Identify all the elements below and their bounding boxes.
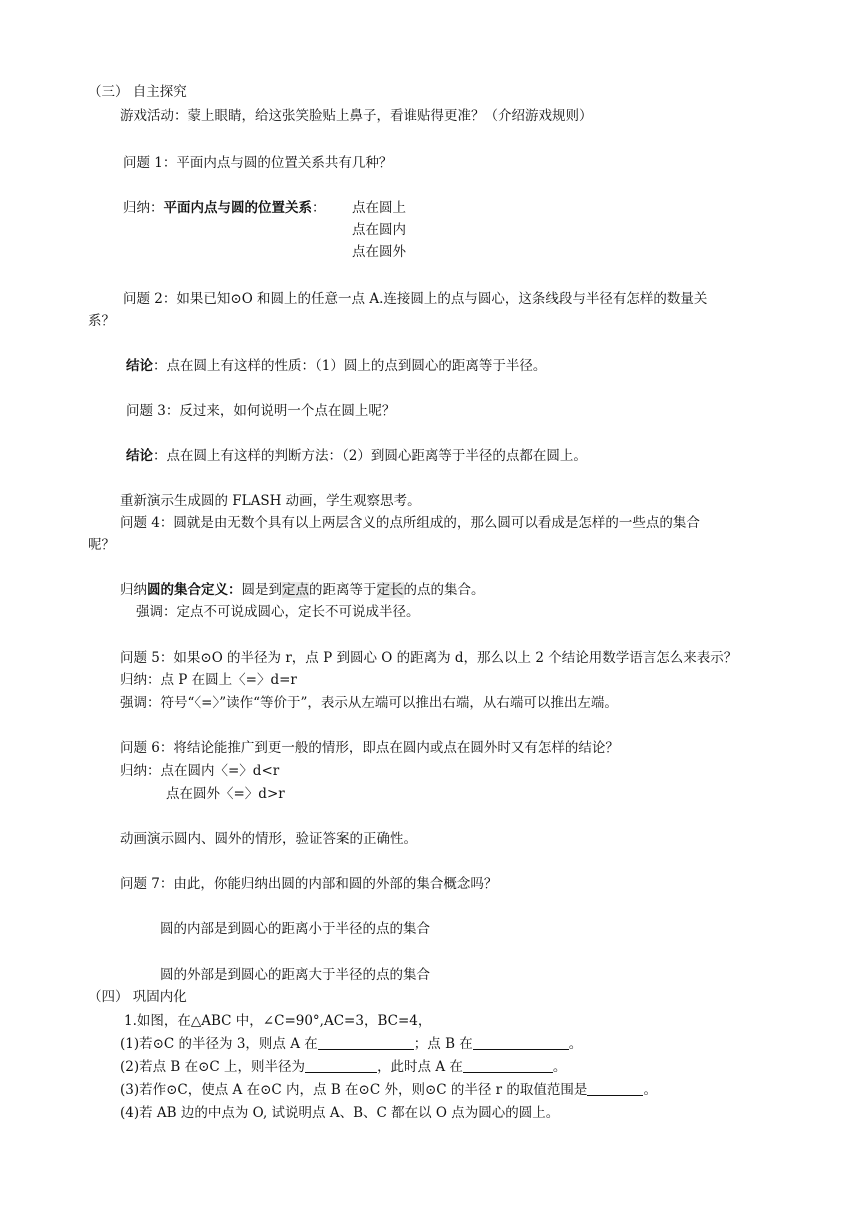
flash-demo: 重新演示生成圆的 FLASH 动画，学生观察思考。 — [120, 493, 421, 509]
question-7: 问题 7：由此，你能归纳出圆的内部和圆的外部的集合概念吗？ — [120, 876, 498, 892]
section4-heading: （四） 巩固内化 — [88, 989, 187, 1005]
summary-6-outside: 点在圆外〈=〉d>r — [166, 786, 285, 802]
conclusion-2-label: 结论 — [126, 448, 153, 464]
exercise-2-text: ，此时点 A 在 — [377, 1059, 463, 1075]
question-1: 问题 1：平面内点与圆的位置关系共有几种？ — [123, 155, 393, 171]
outer-definition: 圆的外部是到圆心的距离大于半径的点的集合 — [160, 967, 430, 983]
circle-set-definition — [120, 580, 485, 600]
summary-1-colon: ： — [312, 200, 326, 216]
question-6: 问题 6：将结论能推广到更一般的情形，即点在圆内或点在圆外时又有怎样的结论？ — [120, 740, 619, 756]
highlight-fixed-point: 定点 — [282, 582, 309, 598]
exercise-2 — [120, 1057, 566, 1077]
game-activity: 游戏活动：蒙上眼睛，给这张笑脸贴上鼻子，看谁贴得更准？（介绍游戏规则） — [120, 108, 593, 124]
inner-definition: 圆的内部是到圆心的距离小于半径的点的集合 — [160, 921, 430, 937]
question-4-line2: 呢？ — [88, 537, 115, 553]
summary-5: 归纳：点 P 在圆上〈=〉d=r — [120, 672, 297, 688]
exercise-2-text: 。 — [552, 1059, 567, 1075]
exercise-1-text: 。 — [568, 1036, 583, 1052]
emphasis-1: 强调：定点不可说成圆心，定长不可说成半径。 — [136, 604, 420, 620]
exercise-1 — [120, 1034, 582, 1054]
summary-1-prefix: 归纳： — [123, 200, 164, 216]
summary-1 — [123, 198, 326, 218]
answer-blank[interactable] — [473, 1035, 569, 1050]
exercise-3 — [120, 1080, 657, 1100]
exercise-intro: 1.如图，在△ABC 中，∠C=90°,AC=3，BC=4， — [124, 1013, 432, 1029]
conclusion-2-text: ：点在圆上有这样的判断方法：（2）到圆心距离等于半径的点都在圆上。 — [153, 448, 587, 464]
section3-heading: （三） 自主探究 — [88, 84, 187, 100]
conclusion-1-text: ：点在圆上有这样的性质：（1）圆上的点到圆心的距离等于半径。 — [153, 358, 547, 374]
conclusion-1 — [126, 356, 546, 376]
answer-blank[interactable] — [587, 1081, 643, 1096]
summary-1-title: 平面内点与圆的位置关系 — [163, 200, 312, 216]
definition-text: 的距离等于 — [309, 582, 377, 598]
exercise-1-text: (1)若⊙C 的半径为 3，则点 A 在 — [120, 1036, 318, 1052]
exercise-1-text: ；点 B 在 — [413, 1036, 473, 1052]
conclusion-1-label: 结论 — [126, 358, 153, 374]
question-4-line1: 问题 4：圆就是由无数个具有以上两层含义的点所组成的，那么圆可以看成是怎样的一些点的集合 — [120, 515, 700, 531]
definition-text: 的点的集合。 — [403, 582, 485, 598]
answer-blank[interactable] — [305, 1058, 377, 1073]
definition-prefix: 归纳 — [120, 582, 147, 598]
definition-text: 圆是到 — [241, 582, 282, 598]
question-2-line1: 问题 2：如果已知⊙O 和圆上的任意一点 A.连接圆上的点与圆心，这条线段与半径有怎样的数量关 — [123, 291, 708, 307]
summary-6-inside: 归纳：点在圆内〈=〉d<r — [120, 763, 280, 779]
answer-blank[interactable] — [463, 1058, 553, 1073]
question-2-line2: 系？ — [88, 313, 115, 329]
relation-item: 点在圆上 — [352, 200, 406, 216]
animation-demo: 动画演示圆内、圆外的情形，验证答案的正确性。 — [120, 831, 417, 847]
question-3: 问题 3：反过来，如何说明一个点在圆上呢？ — [126, 403, 396, 419]
question-5: 问题 5：如果⊙O 的半径为 r，点 P 到圆心 O 的距离为 d，那么以上 2 个结论用数学语言怎么来表示？ — [120, 650, 738, 666]
exercise-4: (4)若 AB 边的中点为 O, 试说明点 A、B、C 都在以 O 点为圆心的圆上。 — [120, 1105, 560, 1121]
exercise-3-text: (3)若作⊙C，使点 A 在⊙C 内，点 B 在⊙C 外，则⊙C 的半径 r 的取值范围是 — [120, 1082, 588, 1098]
definition-title: 圆的集合定义： — [147, 582, 242, 598]
relation-item: 点在圆内 — [352, 222, 406, 238]
highlight-fixed-length: 定长 — [376, 582, 404, 598]
exercise-3-text: 。 — [643, 1082, 657, 1098]
emphasis-2: 强调：符号“〈=〉”读作“等价于”，表示从左端可以推出右端，从右端可以推出左端。 — [120, 695, 618, 711]
answer-blank[interactable] — [318, 1035, 414, 1050]
exercise-2-text: (2)若点 B 在⊙C 上，则半径为 — [120, 1059, 306, 1075]
relation-item: 点在圆外 — [352, 244, 406, 260]
conclusion-2 — [126, 446, 587, 466]
